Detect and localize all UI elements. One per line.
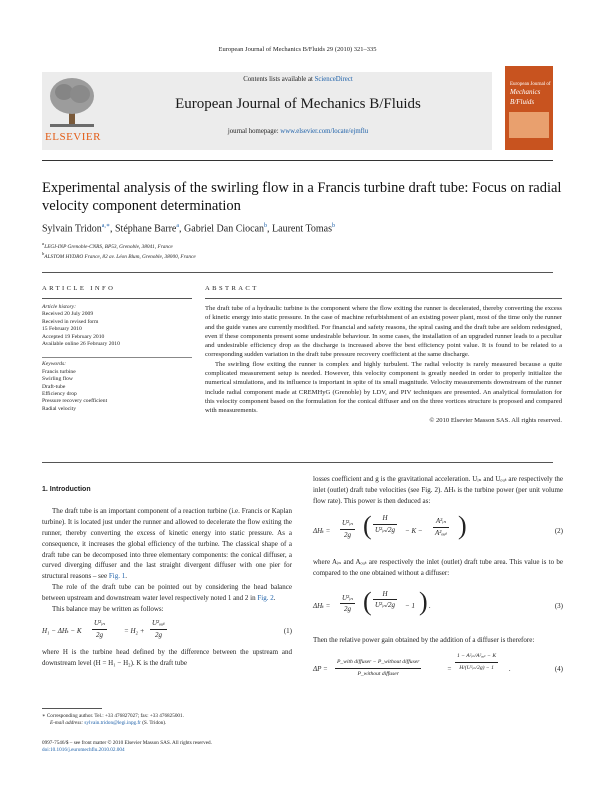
equation-number: (3) <box>554 601 563 610</box>
body-paragraph: where H is the turbine head defined by the difference between the upstream and downstream level (H = H₁ − H₂). K is the draft tube <box>42 647 292 667</box>
homepage-line <box>104 128 492 135</box>
article-info <box>42 304 192 413</box>
homepage-link[interactable]: www.elsevier.com/locate/ejmflu <box>280 128 369 135</box>
elsevier-tree-icon <box>48 76 96 128</box>
front-matter <box>42 740 302 754</box>
email-line <box>42 720 292 727</box>
contents-line <box>104 76 492 83</box>
author-name: Sylvain Tridon <box>42 223 102 235</box>
divider <box>205 298 562 299</box>
cover-graphic <box>509 112 549 138</box>
author-name: Laurent Tomas <box>272 223 332 235</box>
equation-number: (4) <box>554 665 563 674</box>
author-name: Gabriel Dan Ciocan <box>184 223 265 235</box>
email-suffix: (S. Tridon). <box>140 720 167 727</box>
equation-2: ΔHₜ = $\frac{\text{U²ᵢₙ}}{2g}$ ( $\frac{H}{\text{U²ᵢₙ/2g}}$ − K − A²ᵢₙ A²ₒᵤₜ ) (2) <box>313 510 563 540</box>
affiliation-mark: b <box>42 251 45 256</box>
author-affiliation-mark[interactable]: b <box>264 223 268 229</box>
author-list: Sylvain Tridon$^{a,∗}$, Stéphane Barre$^a$, Gabriel Dan Ciocan$^b$, Laurent Tomas$^b$ <box>42 223 335 235</box>
history-label: Article history: <box>42 304 77 310</box>
header-rule <box>42 160 553 161</box>
equation-4-numerator: P_with diffuser − P_without diffuser <box>335 657 421 669</box>
keyword: Pressure recovery coefficient <box>42 398 108 405</box>
body-paragraph: where Aᵢₙ and Aₒᵤₜ are respectively the inlet (outlet) draft tube area. This value is to be compared to the one obtained without a diffuser: <box>313 557 563 577</box>
paragraph-text: The role of the draft tube can be pointed out by considering the head balance between upstream and downstream water level respectively noted 1 and 2 in <box>42 583 292 603</box>
affiliation <box>42 241 173 250</box>
keywords-label: Keywords: <box>42 361 67 368</box>
affiliation-mark: a <box>42 241 45 246</box>
divider <box>42 348 192 358</box>
equation-1: H₁ − ΔHₜ − K $\frac{\text{U²ᵢₙ}}{2g}$ = H₂ + U²ₒᵤₜ 2g (1) <box>42 618 292 639</box>
divider <box>42 462 553 463</box>
email-label: E-mail address: <box>50 720 85 727</box>
author-affiliation-mark[interactable]: a <box>176 223 180 229</box>
running-header: European Journal of Mechanics B/Fluids 29 (2010) 321–335 <box>218 46 377 53</box>
elsevier-logo <box>42 72 104 150</box>
affiliation-text: ALSTOM HYDRO France, 82 av. Léon Blum, Grenoble, 38000, France <box>44 253 196 260</box>
cover-line-3: B/Fluids <box>510 98 535 106</box>
affiliation-text: LEGI-INP Grenoble-CNRS, BP53, Grenoble, 38041, France <box>44 243 173 250</box>
body-paragraph: The role of the draft tube can be pointed out by considering the head balance between upstream and downstream water level respectively noted 1 and 2 in Fig. 2. <box>42 583 292 603</box>
equation-4-denominator: P_without diffuser <box>357 671 399 678</box>
cover-line-2: Mechanics <box>510 88 541 96</box>
history-item: Available online 26 February 2010 <box>42 341 120 348</box>
paragraph-text: The draft tube is an important component of a reaction turbine (i.e. Francis or Kaplan turbine). It is located just under the runner and allowed to decelerate the flow exiting the runner, thereby converting the excess of kinetic energy into static pressure. As a consequence, it increases the global efficiency of the turbine. The classical shape of a draft tube can be decomposed into three elementary components: the conical diffuser, a curved diverging diffuser and the last straight divergent diffuser with one pier for structural reasons – see <box>42 506 292 581</box>
keyword: Radial velocity <box>42 405 77 412</box>
author-name: Stéphane Barre <box>115 223 177 235</box>
keyword: Efficiency drop <box>42 391 77 398</box>
abstract-heading: ABSTRACT <box>205 285 259 292</box>
journal-cover-image <box>505 66 553 150</box>
body-paragraph: The draft tube is an important component of a reaction turbine (i.e. Francis or Kaplan turbine). It is located just under the runner and allowed to decelerate the flow exiting the runner, thereby converting the excess of kinetic energy into static pressure. As a consequence, it increases the global efficiency of the turbine. The classical shape of a draft tube can be decomposed into three elementary components: the conical diffuser, a curved diverging diffuser and the last straight divergent diffuser with one pier for structural reasons – see Fig. 1. <box>42 506 292 581</box>
footnote-rule <box>42 708 102 709</box>
abstract-body <box>205 304 562 425</box>
divider <box>42 298 192 299</box>
intro-column <box>42 485 292 669</box>
cover-line-1: European Journal of <box>510 82 551 87</box>
history-item: Received in revised form <box>42 318 99 325</box>
keyword: Draft-tube <box>42 383 66 390</box>
corresponding-author: ∗ Corresponding author. Tel.: +33 476827027; fax: +33 476825001. <box>42 713 184 719</box>
copyright-notice: © 2010 Elsevier Masson SAS. All rights reserved. <box>429 416 562 424</box>
author-affiliation-mark[interactable]: b <box>331 223 335 229</box>
right-column <box>313 474 563 695</box>
affiliation <box>42 251 196 260</box>
history-item: 15 February 2010 <box>42 326 82 333</box>
abstract-paragraph: The swirling flow exiting the runner is complex and highly turbulent. The radial velocity is rarely measured because a quite complicated measurement setup is needed. However, this velocity component is greatly needed in order to properly initialize the numerical simulations, and its influence is important in spite of its small magnitude. Velocity measurements downstream of the runner include radial component made at CREMHyG (Grenoble) by LDV, and PIV techniques are presented. An analytical formulation for this velocity component based on the formulation for the conical diffuser and on the three vortices structure is proposed and compared with measurements. <box>205 360 562 415</box>
article-info-heading: ARTICLE INFO <box>42 285 116 292</box>
email-link[interactable]: sylvain.tridon@legi.inpg.fr <box>84 720 141 727</box>
history-item: Received 20 July 2009 <box>42 311 94 318</box>
figure-link[interactable]: Fig. 1 <box>108 572 126 581</box>
journal-name: European Journal of Mechanics B/Fluids <box>175 96 421 112</box>
homepage-prefix: journal homepage: <box>227 128 281 135</box>
body-paragraph: Then the relative power gain obtained by the addition of a diffuser is therefore: <box>313 635 535 644</box>
body-paragraph: This balance may be written as follows: <box>52 605 164 614</box>
abstract-paragraph: The draft tube of a hydraulic turbine is the component where the flow exiting the runner is decelerated, thereby converting the excess of kinetic energy into static pressure. In the case of machine refurbishment of an existing power plant, most of the time only the runner and the guide vanes are currently modified. For financial and safety reasons, the spiral casing and the draft tube are seldom redesigned, even if these components present some undesirable behaviour. In some cases, the installation of an upgraded runner leads to a peculiar and undesirable efficiency drop as the discharge is increased above the best efficiency point value. It is found to be related to a corresponding sudden variation in the draft tube pressure recovery coefficient at the same discharge. <box>205 305 562 359</box>
article-title: Experimental analysis of the swirling flow in a Francis turbine draft tube: Focus on radial velocity component determination <box>42 180 562 214</box>
divider <box>42 272 553 273</box>
contents-prefix: Contents lists available at <box>243 76 315 83</box>
section-heading: 1. Introduction <box>42 486 91 493</box>
sciencedirect-link[interactable]: ScienceDirect <box>314 76 353 83</box>
doi-link[interactable]: doi:10.1016/j.euromechflu.2010.02.004 <box>42 747 125 754</box>
figure-link[interactable]: Fig. 2 <box>257 594 274 603</box>
footnote <box>42 713 292 727</box>
publisher-name: ELSEVIER <box>45 131 101 143</box>
equation-4: ΔP = P_with diffuser − P_without diffuser P_without diffuser = 1 − A²ᵢₙ/A²ₒᵤₜ − K H/(U²ᵢₙ/2g) − 1 . (4) <box>313 651 563 689</box>
keyword: Swirling flow <box>42 376 73 383</box>
equation-3: ΔHₜ = $\frac{\text{U²ᵢₙ}}{2g}$ ( $\frac{H}{\text{U²ᵢₙ/2g}}$ − 1 ) . (3) <box>313 586 563 616</box>
equation-number: (1) <box>283 626 292 635</box>
history-item: Accepted 19 February 2010 <box>42 333 105 340</box>
issn-line: 0997-7546/$ – see front matter © 2010 Elsevier Masson SAS. All rights reserved. <box>42 740 212 746</box>
equation-number: (2) <box>554 526 563 535</box>
author-affiliation-mark[interactable]: a,∗ <box>101 223 110 229</box>
keyword: Francis turbine <box>42 368 76 375</box>
body-paragraph: losses coefficient and g is the gravitational acceleration. Uᵢₙ and Uₒᵤₜ are respectively the inlet (outlet) draft tube velocities (see Fig. 2). ΔHₜ is the turbine power (per unit volume flow rate). This power is then deduced as: <box>313 475 563 505</box>
